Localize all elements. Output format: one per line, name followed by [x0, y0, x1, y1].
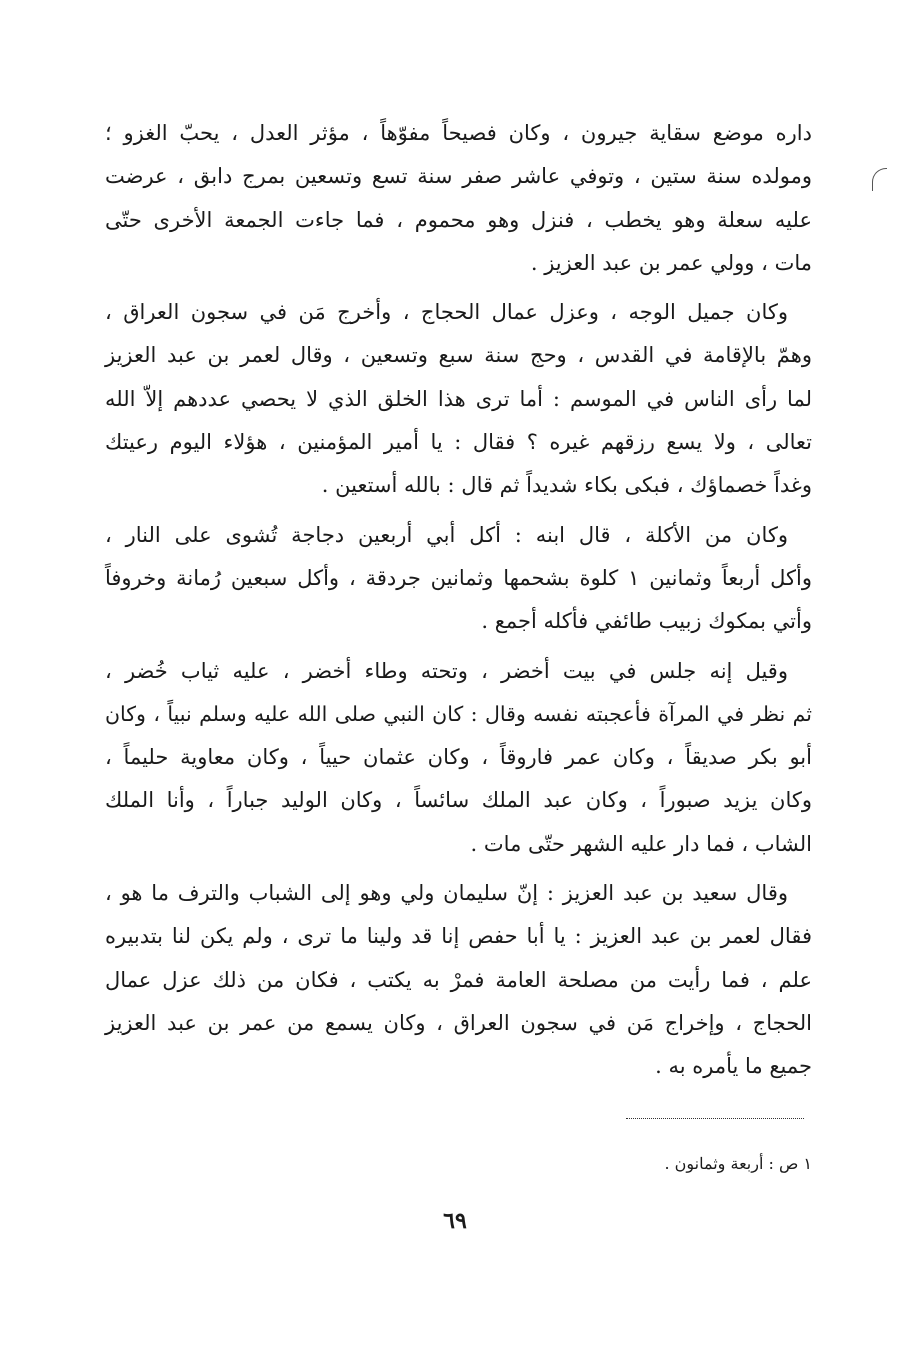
text-line: وقيل إنه جلس في بيت أخضر ، وتحته وطاء أخضر ، عليه ثياب خُضر ،	[105, 658, 788, 683]
footnote: ١ ص : أربعة وثمانون .	[664, 1154, 812, 1173]
text-line: ومولده سنة ستين ، وتوفي عاشر صفر سنة تسع وتسعين بمرج دابق ، عرضت	[105, 164, 812, 189]
page-number: ٦٩	[443, 1208, 467, 1234]
text-line: وأكل أربعاً وثمانين ١ كلوة بشحمها وثمانين جردقة ، وأكل سبعين رُمانة وخروفاً	[105, 565, 812, 590]
text-line: عليه سعلة وهو يخطب ، فنزل وهو محموم ، فما جاءت الجمعة الأخرى حتّى	[105, 207, 812, 232]
paragraph-4	[105, 650, 812, 866]
text-line: الحجاج ، وإخراج مَن في سجون العراق ، وكان يسمع من عمر بن عبد العزيز	[105, 1010, 812, 1035]
footnote-divider	[626, 1118, 804, 1119]
text-line: تعالى ، ولا يسع رزقهم غيره ؟ فقال : يا أمير المؤمنين ، هؤلاء اليوم رعيتك	[105, 430, 812, 455]
text-line: وهمّ بالإقامة في القدس ، وحج سنة سبع وتسعين ، وقال لعمر بن عبد العزيز	[105, 343, 812, 368]
text-line: فقال لعمر بن عبد العزيز : يا أبا حفص إنا قد ولينا ما ترى ، ولم يكن لنا بتدبيره	[105, 924, 812, 949]
body-text	[105, 112, 812, 1089]
text-line: الشاب ، فما دار عليه الشهر حتّى مات .	[470, 831, 812, 856]
text-line: أبو بكر صديقاً ، وكان عمر فاروقاً ، وكان عثمان حيياً ، وكان معاوية حليماً ،	[105, 745, 812, 770]
text-line: داره موضع سقاية جيرون ، وكان فصيحاً مفوّهاً ، مؤثر العدل ، يحبّ الغزو ؛	[105, 121, 812, 145]
text-line: وكان جميل الوجه ، وعزل عمال الحجاج ، وأخرج مَن في سجون العراق ،	[105, 300, 788, 325]
text-line: علم ، فما رأيت من مصلحة العامة فمرْ به يكتب ، فكان من ذلك عزل عمال	[105, 967, 812, 992]
text-line: مات ، وولي عمر بن عبد العزيز .	[530, 250, 812, 275]
text-line: وغداً خصماؤك ، فبكى بكاء شديداً ثم قال : بالله أستعين .	[321, 473, 812, 498]
text-line: وقال سعيد بن عبد العزيز : إنّ سليمان ولي وهو إلى الشباب والترف ما هو ،	[105, 881, 788, 906]
paragraph-5	[105, 872, 812, 1088]
margin-bracket-mark	[872, 168, 887, 191]
text-line: لما رأى الناس في الموسم : أما ترى هذا الخلق الذي لا يحصي عددهم إلاّ الله	[105, 386, 812, 411]
text-line: وأتي بمكوك زبيب طائفي فأكله أجمع .	[481, 609, 812, 634]
paragraph-2	[105, 291, 812, 507]
text-line: وكان من الأكلة ، قال ابنه : أكل أبي أربعين دجاجة تُشوى على النار ،	[105, 522, 788, 547]
text-line: ثم نظر في المرآة فأعجبته نفسه وقال : كان النبي صلى الله عليه وسلم نبياً ، وكان	[105, 701, 812, 726]
text-line: وكان يزيد صبوراً ، وكان عبد الملك سائساً ، وكان الوليد جباراً ، وأنا الملك	[105, 788, 812, 813]
paragraph-3	[105, 514, 812, 644]
paragraph-1	[105, 112, 812, 285]
text-line: جميع ما يأمره به .	[655, 1054, 812, 1079]
